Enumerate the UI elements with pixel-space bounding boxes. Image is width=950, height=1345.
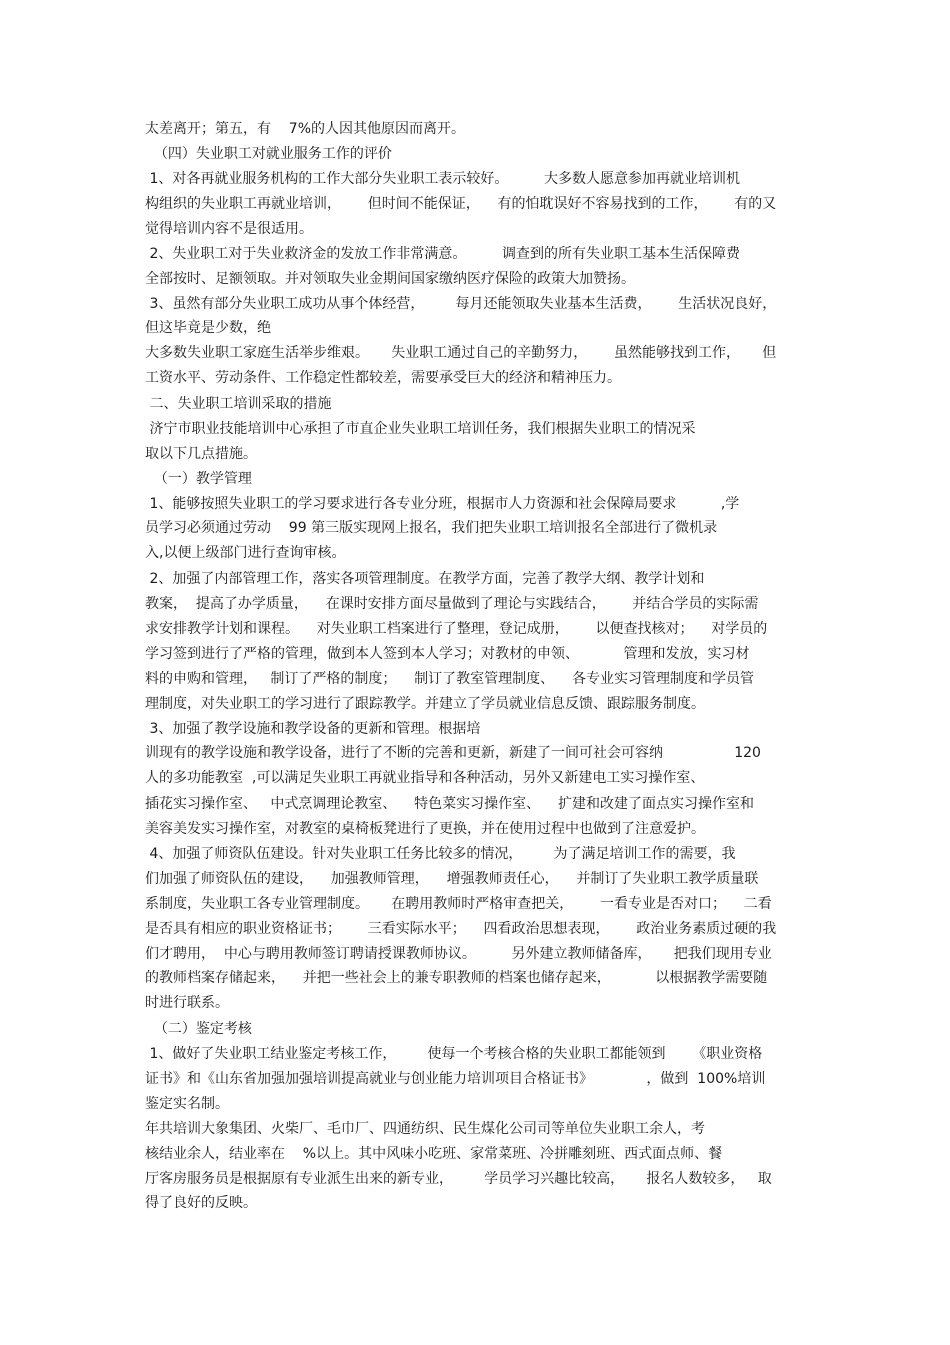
text-line: 工资水平、劳动条件、工作稳定性都较差，需要承受巨大的经济和精神压力。 xyxy=(145,370,621,386)
text-line: 得了良好的反映。 xyxy=(145,1195,257,1211)
text-line: 证书》和《山东省加强加强培训提高就业与创业能力培训项目合格证书》 ，做到 100%培训 xyxy=(145,1071,766,1087)
section-heading: （四）失业职工对就业服务工作的评价 xyxy=(145,146,392,162)
text-line: 美容美发实习操作室，对教室的桌椅板凳进行了更换，并在使用过程中也做到了注意爱护。 xyxy=(145,821,705,837)
text-line: 构组织的失业职工再就业培训， 但时间不能保证， 有的怕耽误好不容易找到的工作， 有的又 xyxy=(145,196,777,212)
section-heading: （二）鉴定考核 xyxy=(145,1021,252,1037)
section-heading: 二、失业职工培训采取的措施 xyxy=(145,396,332,412)
text-line: 教案， 提高了办学质量， 在课时安排方面尽量做到了理论与实践结合， 并结合学员的实际需 xyxy=(145,596,759,612)
text-line: 1、对各再就业服务机构的工作大部分失业职工表示较好。 大多数人愿意参加再就业培训机 xyxy=(145,171,740,187)
text-line: 插花实习操作室、 中式烹调理论教室、 特色菜实习操作室、 扩建和改建了面点实习操作室和 xyxy=(145,796,754,812)
text-line: 料的申购和管理， 制订了严格的制度； 制订了教室管理制度、 各专业实习管理制度和学员管 xyxy=(145,671,754,687)
text-line: 求安排教学计划和课程。 对失业职工档案进行了整理，登记成册， 以便查找核对； 对学员的 xyxy=(145,621,768,637)
text-line: 3、加强了教学设施和教学设备的更新和管理。根据培 xyxy=(145,721,481,737)
text-line: 核结业余人，结业率在 %以上。其中风味小吃班、家常菜班、冷拼雕刻班、西式面点师、餐 xyxy=(145,1146,723,1162)
text-line: 4、加强了师资队伍建设。针对失业职工任务比较多的情况， 为了满足培训工作的需要，我 xyxy=(145,846,736,862)
text-line: 1、做好了失业职工结业鉴定考核工作， 使每一个考核合格的失业职工都能领到 《职业资格 xyxy=(145,1046,763,1062)
text-line: 2、失业职工对于失业救济金的发放工作非常满意。 调查到的所有失业职工基本生活保障费 xyxy=(145,246,740,262)
text-line: 系制度，失业职工各专业管理制度。 在聘用教师时严格审查把关， 一看专业是否对口； 二看 xyxy=(145,896,772,912)
text-line: 3、虽然有部分失业职工成功从事个体经营， 每月还能领取失业基本生活费， 生活状况良好， xyxy=(145,296,777,312)
text-line: 但这毕竟是少数，绝 xyxy=(145,320,271,336)
text-line: 1、能够按照失业职工的学习要求进行各专业分班，根据市人力资源和社会保障局要求 ,学 xyxy=(145,496,740,512)
text-line: 2、加强了内部管理工作，落实各项管理制度。在教学方面，完善了教学大纲、教学计划和 xyxy=(145,571,705,587)
text-line: 厅客房服务员是根据原有专业派生出来的新专业， 学员学习兴趣比较高， 报名人数较多， 取 xyxy=(145,1171,772,1187)
text-line: 大多数失业职工家庭生活举步维艰。 失业职工通过自己的辛勤努力， 虽然能够找到工作， 但 xyxy=(145,345,777,361)
text-line: 学习签到进行了严格的管理，做到本人签到本人学习；对教材的申领、 管理和发放，实习材 xyxy=(145,646,750,662)
text-line: 济宁市职业技能培训中心承担了市直企业失业职工培训任务，我们根据失业职工的情况采 xyxy=(145,421,696,437)
text-line: 太差离开；第五，有 7%的人因其他原因而离开。 xyxy=(145,121,466,137)
text-line: 人的多功能教室 ,可以满足失业职工再就业指导和各种活动，另外又新建电工实习操作室、 xyxy=(145,770,705,786)
section-heading: （一）教学管理 xyxy=(145,471,252,487)
text-line: 是否具有相应的职业资格证书； 三看实际水平； 四看政治思想表现， 政治业务素质过硬的我 xyxy=(145,921,777,937)
text-line: 训现有的教学设施和教学设备，进行了不断的完善和更新，新建了一间可社会可容纳 120 xyxy=(145,745,761,761)
text-line: 时进行联系。 xyxy=(145,995,229,1011)
text-line: 们才聘用， 中心与聘用教师签订聘请授课教师协议。 另外建立教师储备库， 把我们现用专业 xyxy=(145,946,772,962)
text-line: 员学习必须通过劳动 99 第三版实现网上报名，我们把失业职工培训报名全部进行了微机录 xyxy=(145,520,718,536)
text-line: 鉴定实名制。 xyxy=(145,1096,229,1112)
text-line: 全部按时、足额领取。并对领取失业金期间国家缴纳医疗保险的政策大加赞扬。 xyxy=(145,271,635,287)
text-line: 觉得培训内容不是很适用。 xyxy=(145,221,313,237)
text-line: 年共培训大象集团、火柴厂、毛巾厂、四通纺织、民生煤化公司司等单位失业职工余人，考 xyxy=(145,1121,705,1137)
text-line: 理制度，对失业职工的学习进行了跟踪教学。并建立了学员就业信息反馈、跟踪服务制度。 xyxy=(145,696,705,712)
text-line: 取以下几点措施。 xyxy=(145,446,257,462)
text-line: 入,以便上级部门进行查询审核。 xyxy=(145,545,346,561)
text-line: 们加强了师资队伍的建设， 加强教师管理， 增强教师责任心， 并制订了失业职工教学质量联 xyxy=(145,871,759,887)
text-line: 的教师档案存储起来， 并把一些社会上的兼专职教师的档案也储存起来， 以根据教学需要随 xyxy=(145,970,768,986)
